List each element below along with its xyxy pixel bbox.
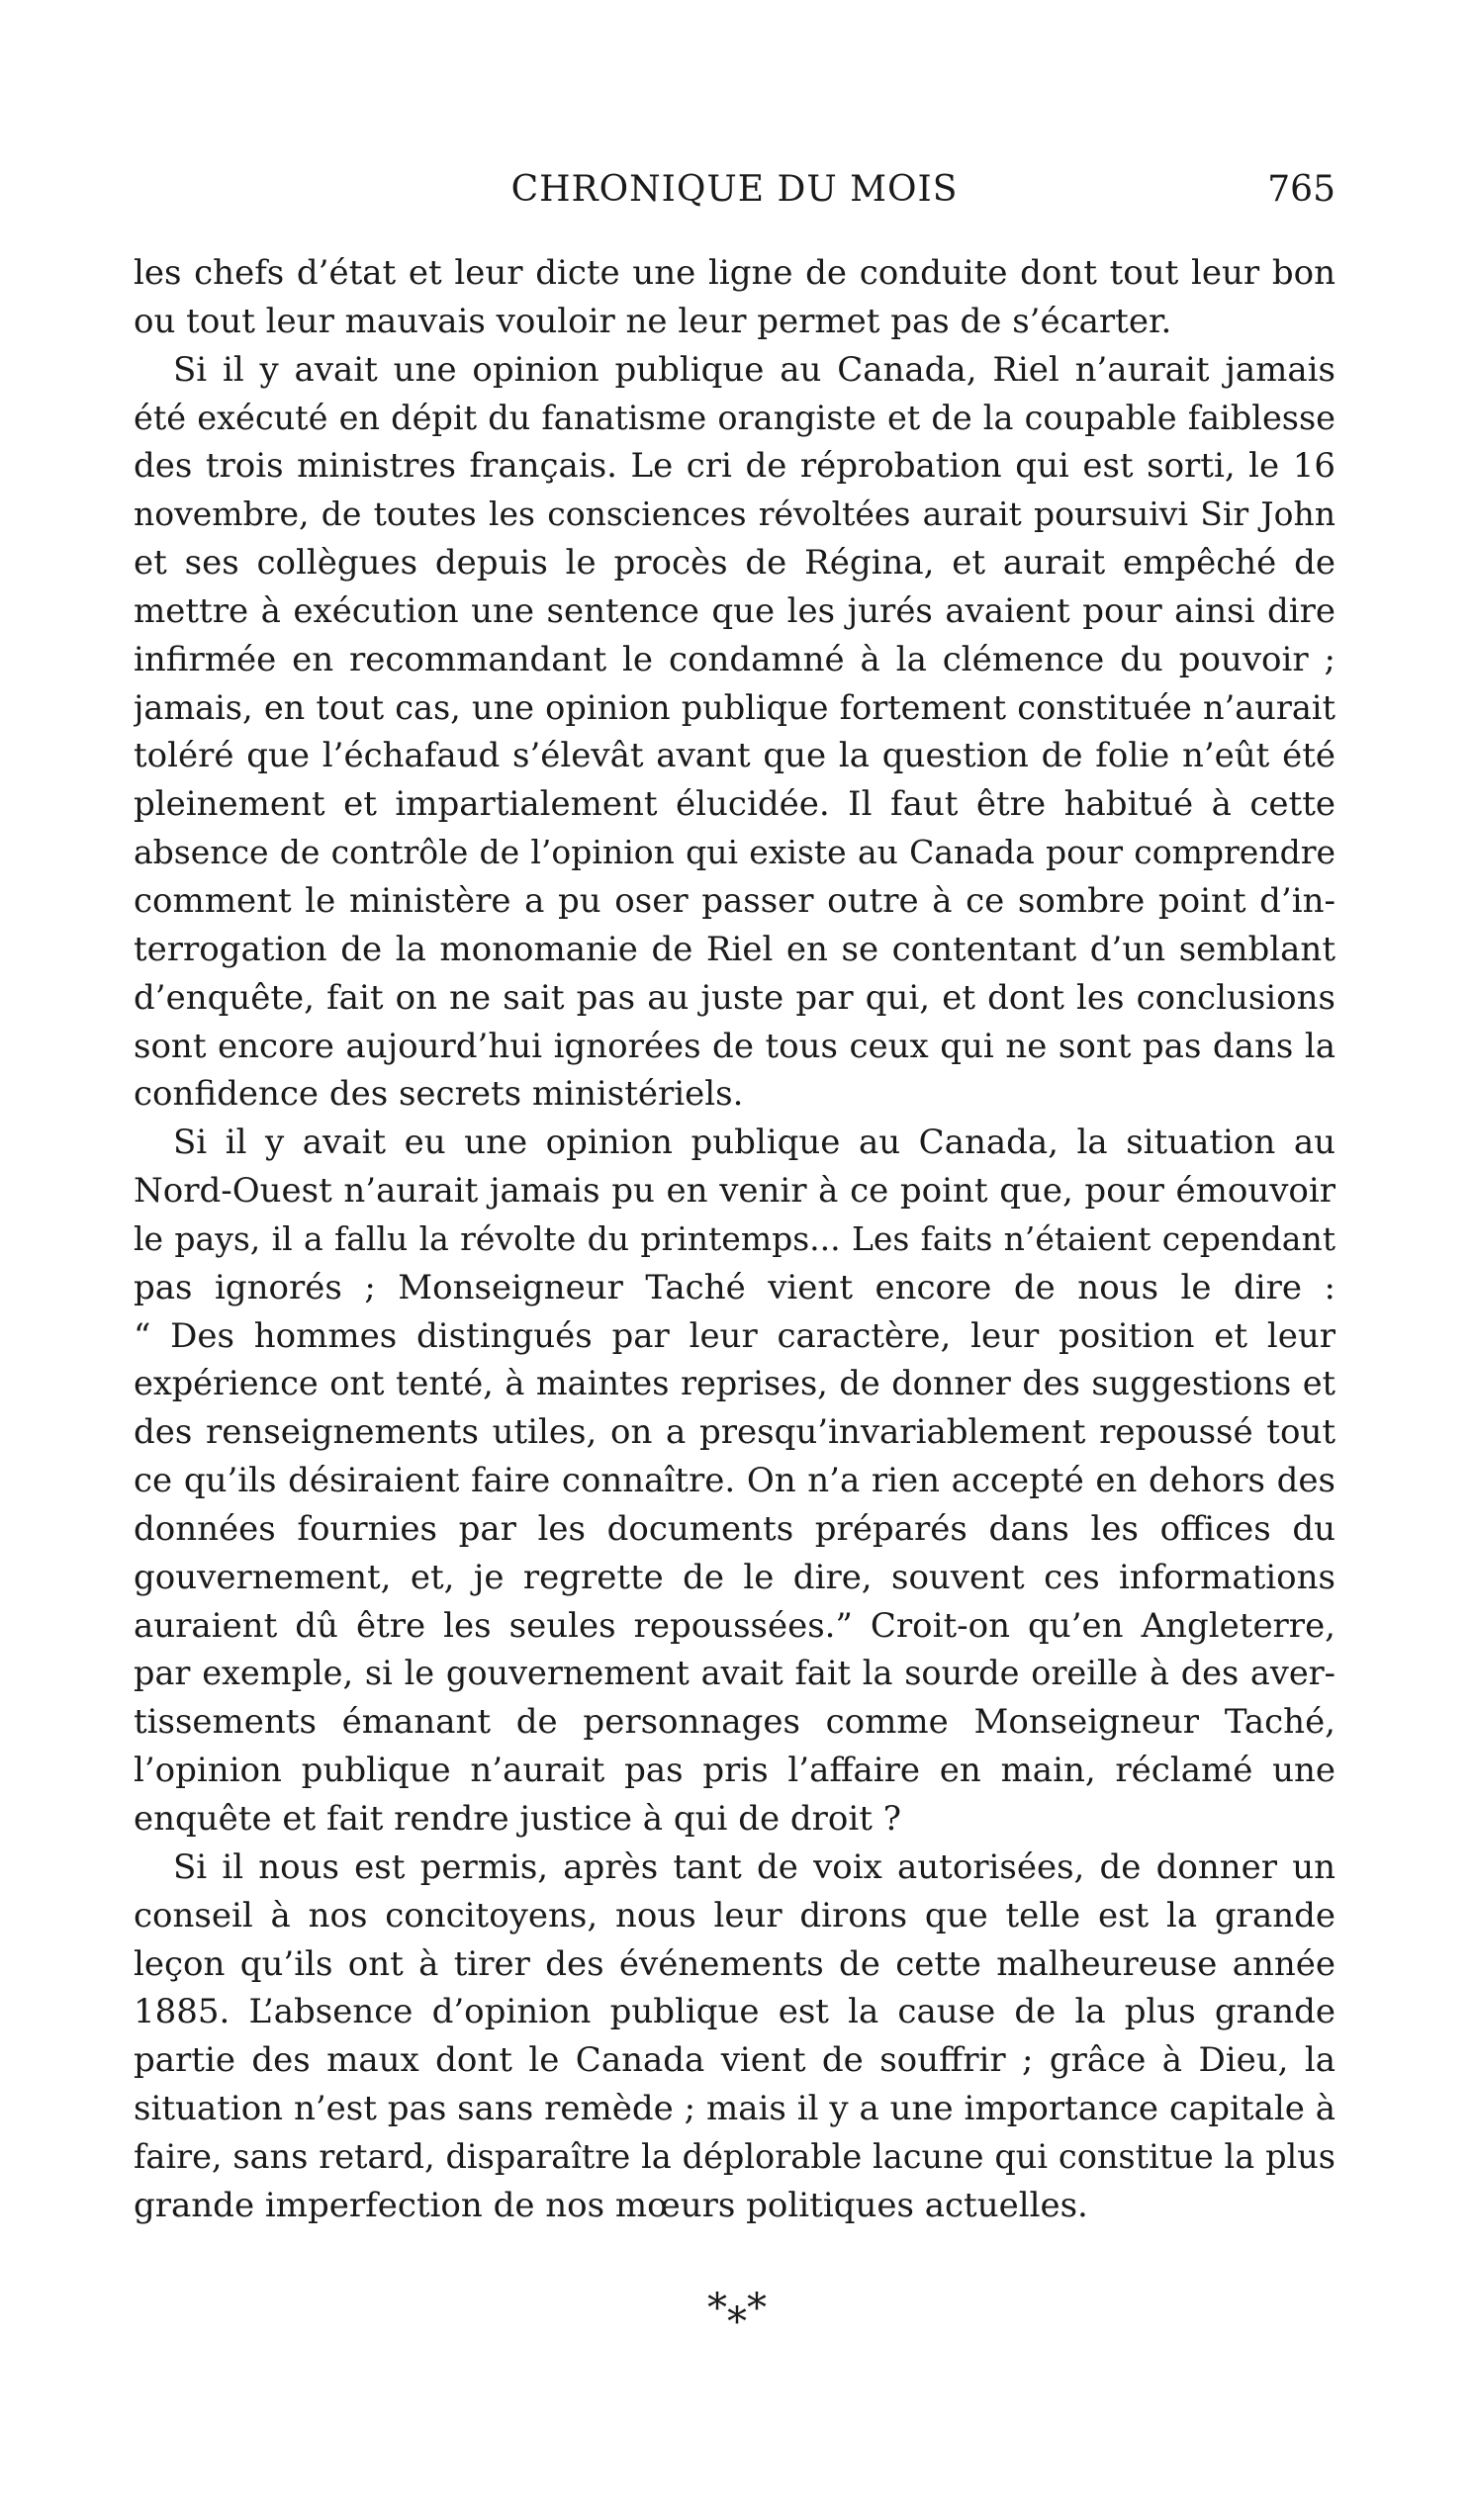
asterism-star: * <box>707 2286 727 2331</box>
text-line: d’enquête, fait on ne sait pas au juste par qui, et dont les conclusions <box>134 977 1336 1018</box>
text-line: ou tout leur mauvais vouloir ne leur permet pas de s’écarter. <box>134 301 1172 341</box>
text-line: ce qu’ils désiraient faire connaître. On n’a rien accepté en dehors des <box>134 1461 1336 1501</box>
text-line: pas ignorés ; Monseigneur Taché vient encore de nous le dire : <box>134 1267 1336 1307</box>
asterism-star: * <box>747 2286 767 2331</box>
text-line: par exemple, si le gouvernement avait fait la sourde oreille à des aver- <box>134 1654 1336 1693</box>
body-text <box>134 249 1336 2230</box>
text-line: des renseignements utiles, on a presqu’invariablement repoussé tout <box>134 1412 1336 1453</box>
text-line: faire, sans retard, disparaître la déplorable lacune qui constitue la plus <box>134 2136 1336 2176</box>
text-line: leçon qu’ils ont à tirer des événements de cette malheureuse année <box>134 1943 1336 1984</box>
text-line: mettre à exécution une sentence que les jurés avaient pour ainsi dire <box>134 590 1336 631</box>
page-number: 765 <box>1267 169 1336 210</box>
text-line: l’opinion publique n’aurait pas pris l’affaire en main, réclamé une <box>134 1751 1336 1791</box>
text-line: jamais, en tout cas, une opinion publique fortement constituée n’aurait <box>134 687 1336 727</box>
text-line: confidence des secrets ministériels. <box>134 1074 744 1115</box>
text-line: gouvernement, et, je regrette de le dire, souvent ces informations <box>134 1557 1336 1597</box>
asterism-ornament <box>0 2279 1474 2345</box>
text-line: et ses collègues depuis le procès de Régina, et aurait empêché de <box>134 543 1336 584</box>
text-line: grande imperfection de nos mœurs politiques actuelles. <box>134 2185 1088 2225</box>
text-line: été exécuté en dépit du fanatisme orangiste et de la coupable faiblesse <box>134 398 1336 437</box>
text-line: des trois ministres français. Le cri de réprobation qui est sorti, le 16 <box>134 446 1336 487</box>
paragraph <box>134 1844 1336 2230</box>
asterism-star: * <box>727 2299 747 2345</box>
text-line: le pays, il a fallu la révolte du printemps... Les faits n’étaient cependant <box>134 1218 1336 1258</box>
text-line: données fournies par les documents préparés dans les offices du <box>134 1508 1336 1549</box>
text-line: conseil à nos concitoyens, nous leur dirons que telle est la grande <box>134 1895 1336 1935</box>
text-line: situation n’est pas sans remède ; mais il y a une importance capitale à <box>134 2089 1336 2129</box>
text-line: sont encore aujourd’hui ignorées de tous ceux qui ne sont pas dans la <box>134 1026 1336 1066</box>
text-line: expérience ont tenté, à maintes reprises, de donner des suggestions et <box>134 1364 1336 1403</box>
text-line: terrogation de la monomanie de Riel en se contentant d’un semblant <box>134 929 1336 969</box>
text-line: Si il y avait une opinion publique au Canada, Riel n’aurait jamais <box>173 349 1336 390</box>
text-line: comment le ministère a pu oser passer outre à ce sombre point d’in- <box>134 880 1336 921</box>
text-line: enquête et fait rendre justice à qui de droit ? <box>134 1799 901 1839</box>
text-line: Si il y avait eu une opinion publique au Canada, la situation au <box>173 1123 1336 1163</box>
text-line: novembre, de toutes les consciences révoltées aurait poursuivi Sir John <box>134 495 1336 534</box>
text-line: partie des maux dont le Canada vient de souffrir ; grâce à Dieu, la <box>134 2040 1336 2081</box>
text-line: toléré que l’échafaud s’élevât avant que la question de folie n’eût été <box>134 736 1336 776</box>
text-line: pleinement et impartialement élucidée. Il faut être habitué à cette <box>134 784 1336 825</box>
text-line: “ Des hommes distingués par leur caractère, leur position et leur <box>134 1315 1336 1356</box>
running-head-title: CHRONIQUE DU MOIS <box>510 169 959 210</box>
text-line: auraient dû être les seules repoussées.” Croit-on qu’en Angleterre, <box>134 1605 1336 1646</box>
text-line: Nord-Ouest n’aurait jamais pu en venir à ce point que, pour émouvoir <box>134 1171 1336 1212</box>
text-line: tissements émanant de personnages comme Monseigneur Taché, <box>134 1702 1336 1743</box>
running-head <box>134 166 1336 214</box>
text-line: infirmée en recommandant le condamné à la clémence du pouvoir ; <box>134 639 1336 679</box>
text-line: Si il nous est permis, après tant de voix autorisées, de donner un <box>173 1846 1336 1887</box>
paragraph <box>134 249 1336 346</box>
text-line: 1885. L’absence d’opinion publique est la cause de la plus grande <box>134 1992 1336 2032</box>
text-line: absence de contrôle de l’opinion qui existe au Canada pour comprendre <box>134 833 1336 872</box>
paragraph <box>134 1119 1336 1844</box>
paragraph <box>134 346 1336 1120</box>
text-line: les chefs d’état et leur dicte une ligne de conduite dont tout leur bon <box>134 253 1336 293</box>
